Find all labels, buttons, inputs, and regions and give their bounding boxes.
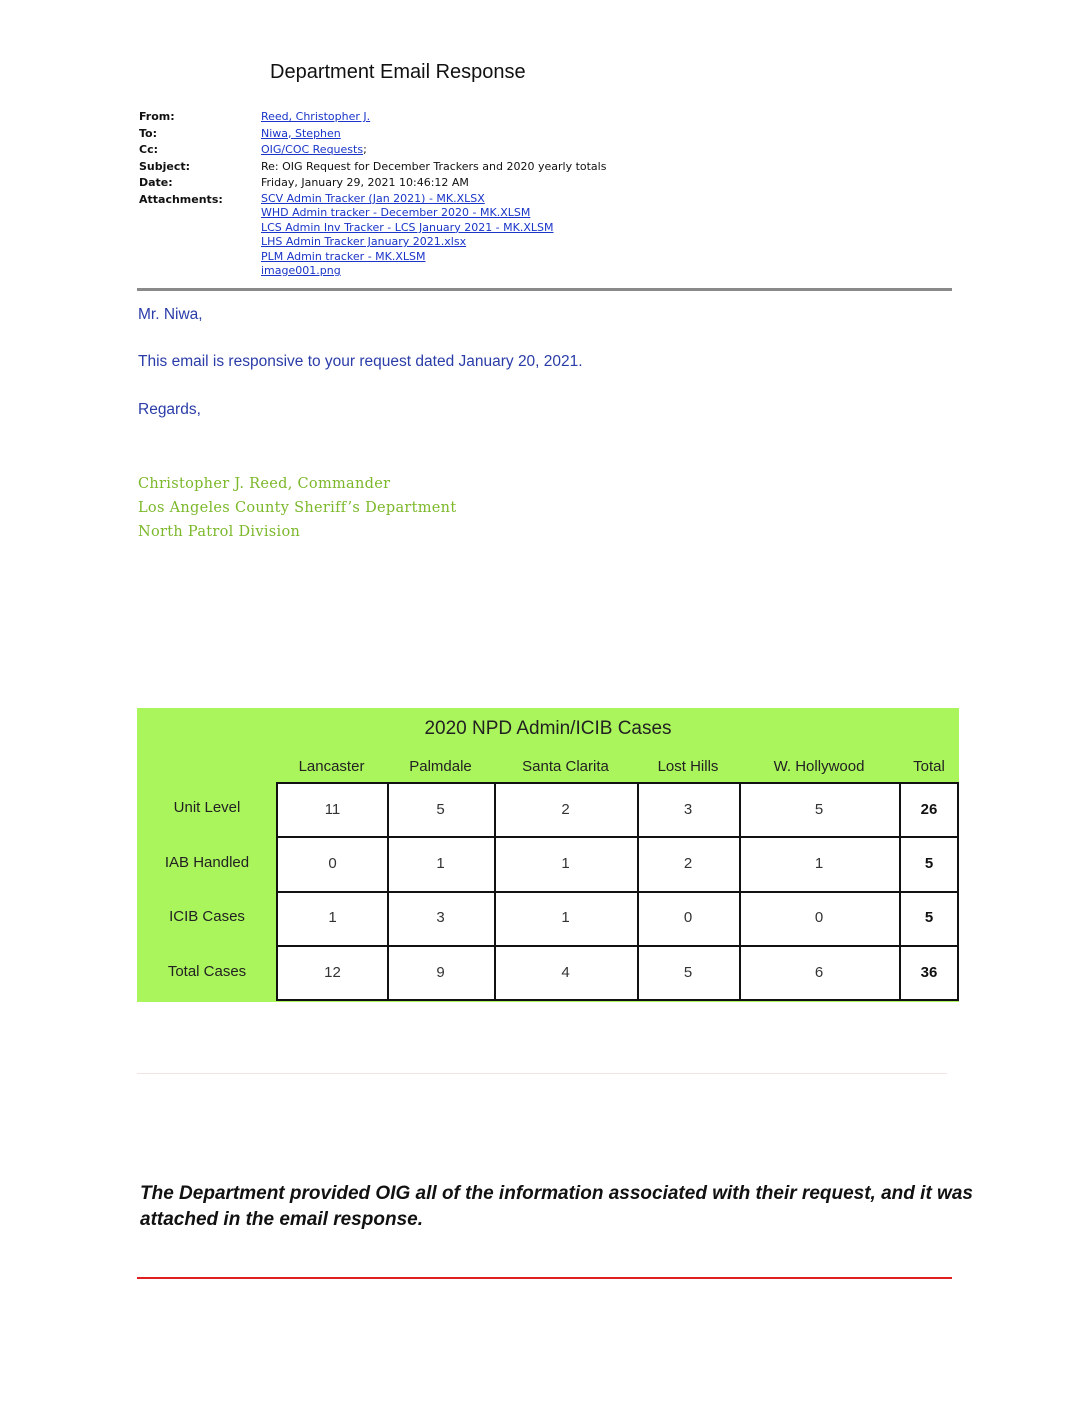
table-cell: 5 (924, 854, 934, 872)
cc-label: Cc: (139, 143, 158, 157)
table-grid (276, 782, 959, 1001)
column-header: Lancaster (298, 758, 365, 775)
document-title: Department Email Response (270, 61, 526, 83)
row-header: Total Cases (167, 963, 247, 980)
column-header: Palmdale (409, 758, 472, 775)
table-cell: 5 (436, 801, 445, 818)
table-cell: 36 (920, 964, 938, 981)
email-signature (138, 472, 456, 544)
signature-department: Los Angeles County Sheriff’s Department (138, 500, 457, 516)
subject-label: Subject: (139, 159, 191, 173)
to-row (139, 126, 606, 143)
from-label: From: (139, 110, 175, 123)
row-header: Unit Level (173, 799, 241, 816)
table-cell: 0 (814, 909, 824, 926)
table-cell: 12 (324, 964, 341, 981)
table-cell: 4 (561, 964, 570, 981)
cc-link[interactable]: OIG/COC Requests (261, 143, 364, 157)
attachment-link[interactable]: LHS Admin Tracker January 2021.xlsx (261, 235, 467, 249)
table-cell: 5 (924, 909, 934, 926)
table-cell: 5 (683, 964, 693, 981)
email-headers (139, 109, 606, 278)
table-cell: 1 (561, 854, 570, 872)
attachments-list (261, 192, 554, 278)
grid-line (278, 836, 957, 838)
row-header: ICIB Cases (169, 908, 245, 925)
email-greeting: Mr. Niwa, (138, 306, 203, 323)
signature-division: North Patrol Division (138, 524, 301, 540)
oig-note: The Department provided OIG all of the information associated with their request, and it was attached in the email response. (140, 1183, 973, 1230)
cc-suffix: ; (363, 143, 367, 157)
column-header: Total (913, 758, 945, 775)
table-cell: 2 (561, 801, 570, 818)
table-cell: 9 (436, 964, 445, 981)
red-divider (137, 1277, 952, 1279)
header-divider (137, 288, 952, 291)
from-row (139, 109, 606, 126)
table-title: 2020 NPD Admin/ICIB Cases (424, 718, 672, 739)
table-cell: 6 (814, 964, 824, 981)
cc-row (139, 142, 606, 159)
date-row (139, 175, 606, 192)
table-cell: 3 (436, 909, 445, 926)
attachment-link[interactable]: LCS Admin Inv Tracker - LCS January 2021 - MK.XLSM (261, 220, 554, 234)
table-cell: 3 (683, 801, 693, 818)
table-cell: 1 (328, 909, 337, 926)
row-header: IAB Handled (164, 854, 250, 871)
email-closing: Regards, (138, 401, 201, 418)
table-cell: 2 (683, 854, 693, 872)
attachments-label: Attachments: (139, 192, 223, 206)
table-cell: 0 (328, 854, 337, 872)
table-cell: 5 (814, 801, 824, 818)
column-header: Lost Hills (657, 758, 719, 775)
from-link[interactable]: Reed, Christopher J. (261, 110, 371, 123)
signature-name: Christopher J. Reed, Commander (138, 476, 391, 492)
table-cell: 11 (324, 801, 341, 818)
grid-line (278, 891, 957, 893)
grid-line (278, 945, 957, 947)
table-cell: 0 (683, 909, 693, 926)
to-label: To: (139, 126, 157, 140)
cases-table (137, 708, 959, 1002)
date-value: Friday, January 29, 2021 10:46:12 AM (261, 176, 469, 190)
table-cell: 1 (814, 854, 824, 872)
attachments-row (139, 192, 606, 278)
attachment-link[interactable]: image001.png (261, 264, 341, 277)
email-message: This email is responsive to your request dated January 20, 2021. (138, 353, 583, 370)
subject-row (139, 159, 606, 176)
attachment-link[interactable]: SCV Admin Tracker (Jan 2021) - MK.XLSX (261, 191, 485, 205)
date-label: Date: (139, 176, 173, 190)
table-cell: 1 (436, 854, 445, 872)
faint-divider (137, 1073, 947, 1074)
column-header: W. Hollywood (773, 758, 865, 775)
attachment-link[interactable]: PLM Admin tracker - MK.XLSM (261, 249, 426, 263)
table-cell: 1 (561, 909, 570, 926)
to-link[interactable]: Niwa, Stephen (261, 126, 341, 140)
subject-value: Re: OIG Request for December Trackers and 2020 yearly totals (261, 159, 607, 173)
table-cell: 26 (920, 801, 938, 818)
attachment-link[interactable]: WHD Admin tracker - December 2020 - MK.XLSM (261, 206, 531, 220)
column-header: Santa Clarita (522, 758, 609, 775)
